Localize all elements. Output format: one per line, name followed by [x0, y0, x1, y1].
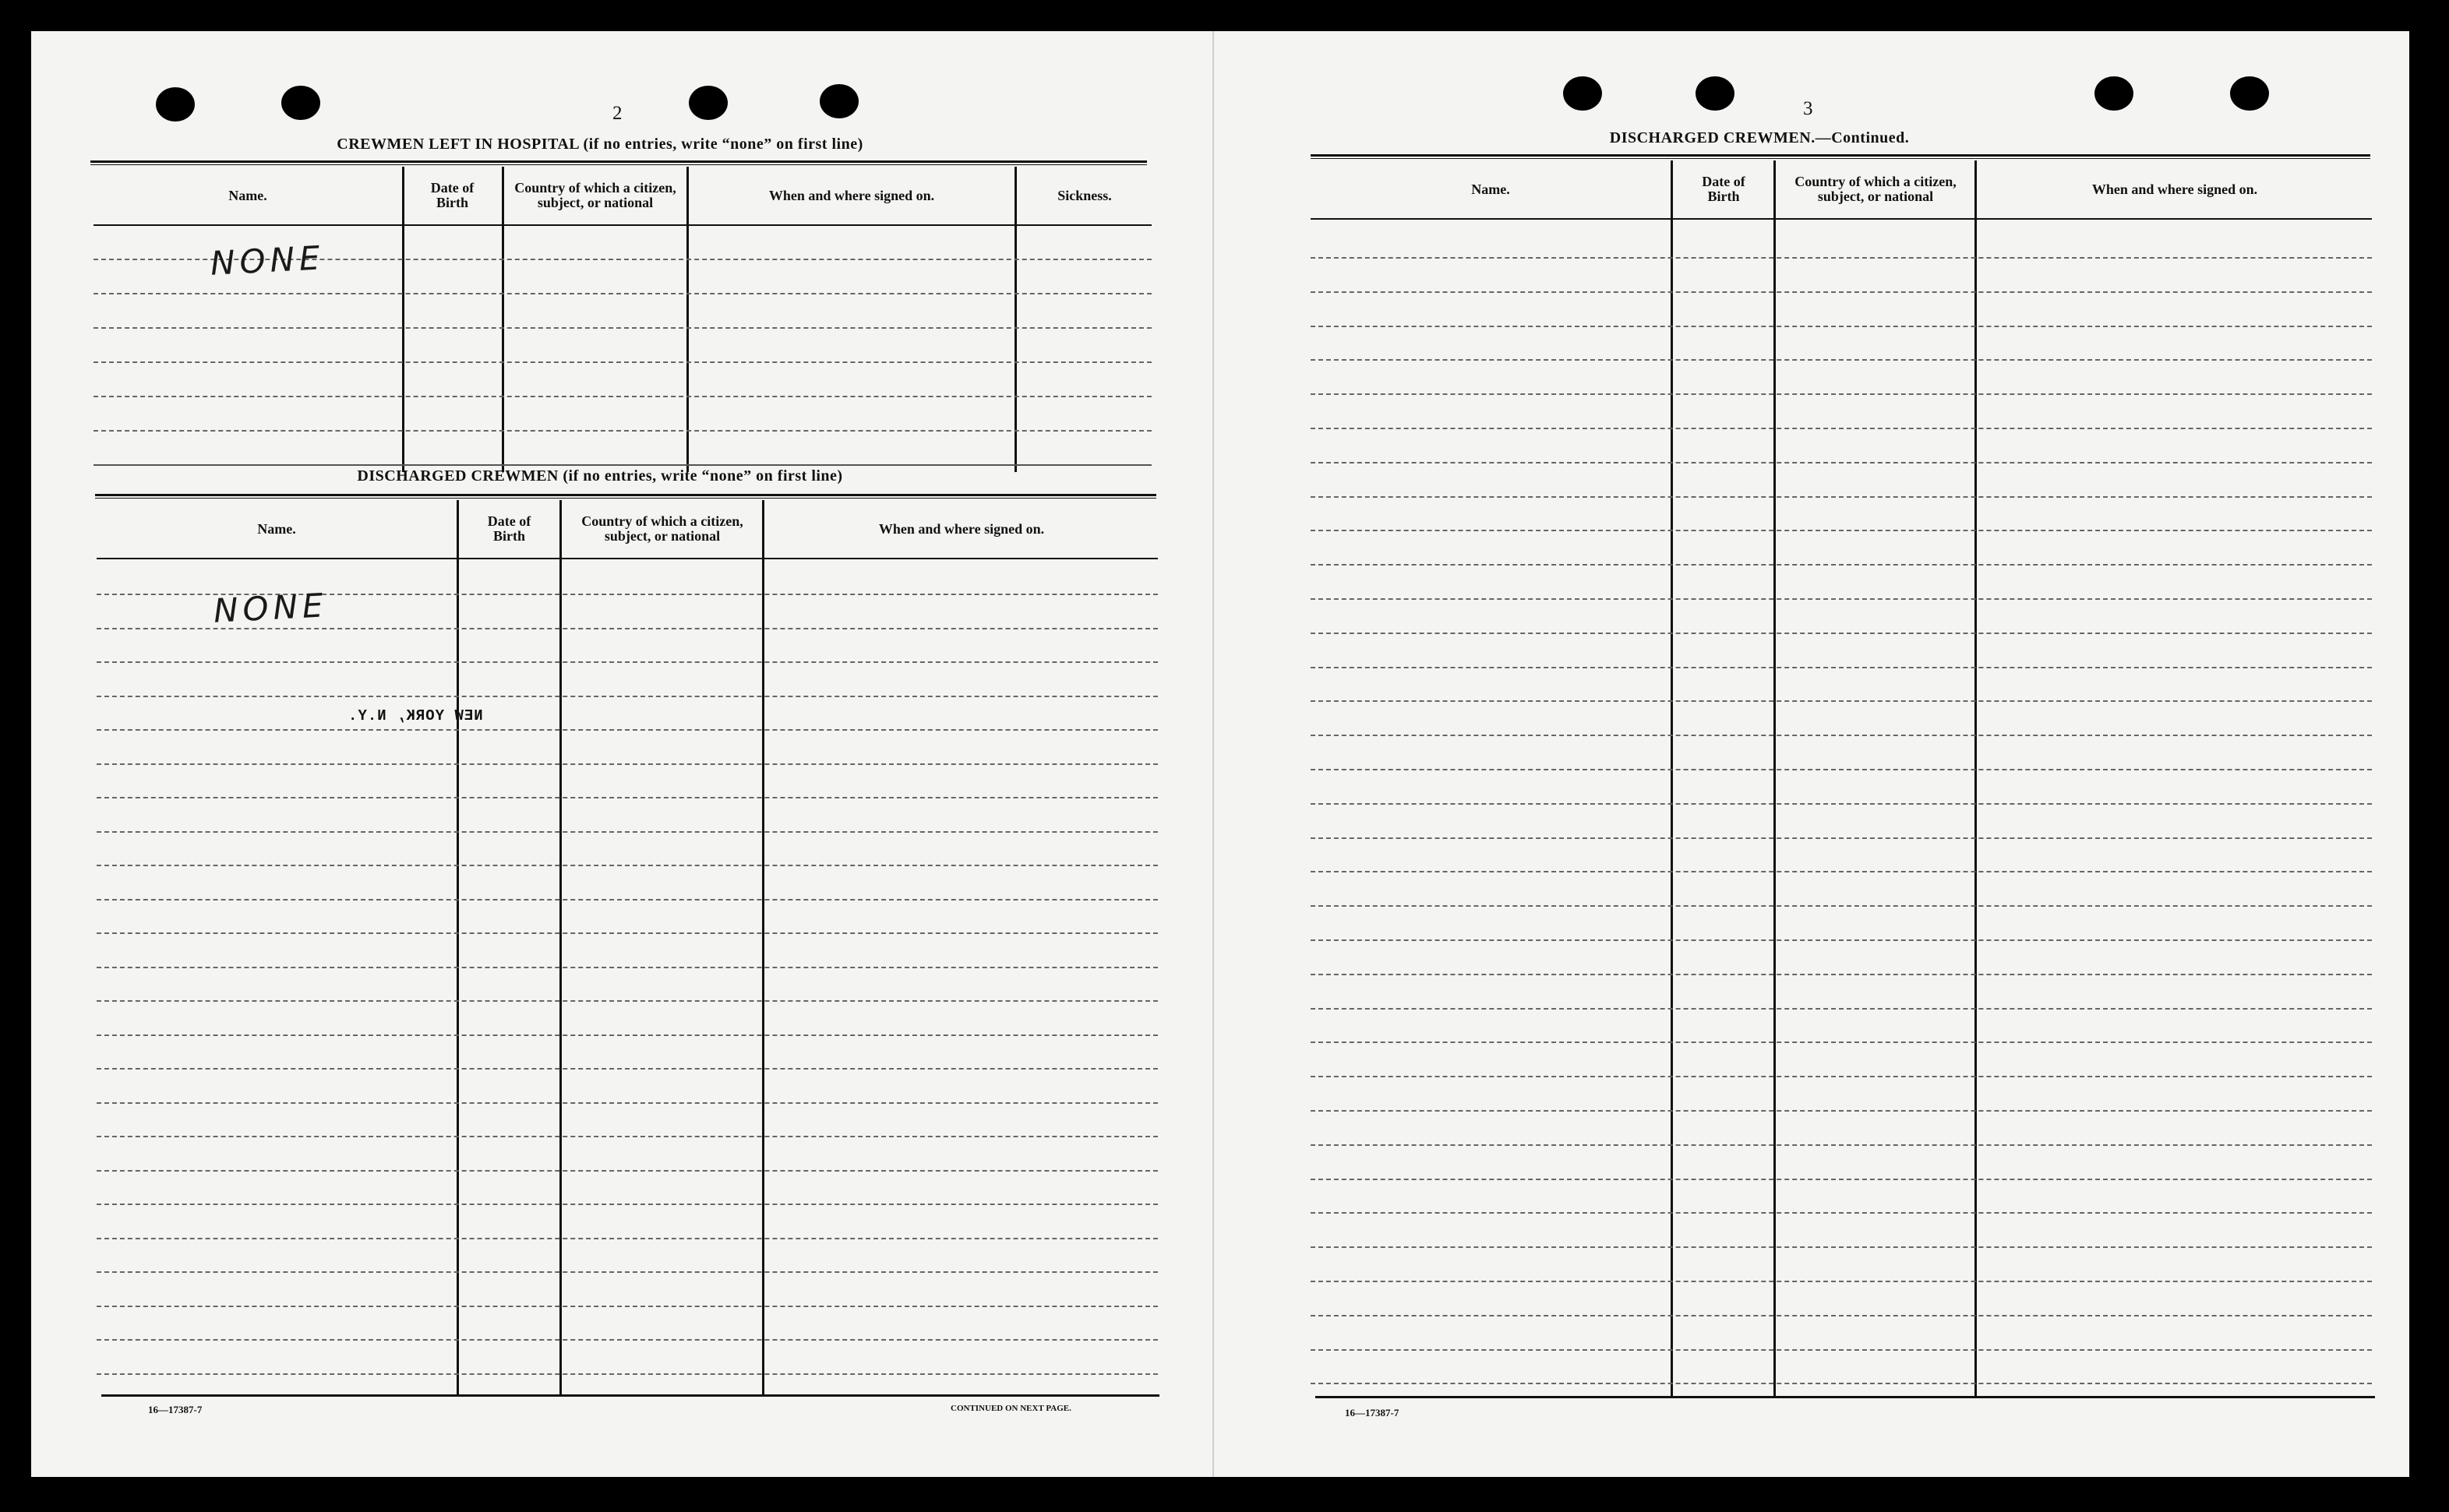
table-row	[1311, 871, 2372, 872]
section-rule	[1311, 154, 2370, 159]
col-signed-on-header: When and where signed on.	[2091, 181, 2258, 197]
discharged-table-header	[97, 500, 1158, 559]
document-sheet	[31, 31, 2409, 1477]
table-row	[97, 1170, 1158, 1172]
table-row	[97, 1238, 1158, 1239]
table-row	[97, 1373, 1158, 1375]
col-dob-header: Date of Birth	[487, 513, 531, 544]
discharged-handwritten-entry: NONE	[212, 586, 329, 630]
table-row	[97, 1204, 1158, 1205]
table-row	[1311, 700, 2372, 702]
table-row	[97, 1102, 1158, 1104]
hospital-section-title: CREWMEN LEFT IN HOSPITAL (if no entries, write “none” on first line)	[337, 136, 863, 153]
table-row	[1311, 428, 2372, 429]
table-row	[94, 464, 1152, 466]
table-row	[97, 763, 1158, 765]
table-row	[97, 729, 1158, 731]
right-page	[1212, 31, 2411, 1477]
table-row	[97, 1034, 1158, 1036]
table-row	[1311, 393, 2372, 395]
table-row	[1311, 291, 2372, 293]
discharged-continued-table	[1311, 160, 2372, 1396]
table-row	[94, 396, 1152, 397]
table-row	[1311, 1041, 2372, 1043]
table-row	[1311, 359, 2372, 361]
table-row	[97, 1271, 1158, 1273]
table-row	[97, 831, 1158, 833]
table-row	[94, 327, 1152, 329]
table-row	[1311, 462, 2372, 463]
table-row	[1311, 1281, 2372, 1282]
table-row	[97, 932, 1158, 934]
punch-hole-2	[281, 86, 320, 120]
punch-hole-3	[689, 86, 728, 120]
table-row	[1311, 803, 2372, 805]
table-row	[97, 865, 1158, 866]
discharged-section-title: DISCHARGED CREWMEN (if no entries, write “none” on first line)	[357, 467, 843, 485]
punch-hole-6	[1696, 76, 1734, 111]
col-country-header: Country of which a citizen, subject, or national	[581, 513, 743, 544]
hospital-handwritten-entry: NONE	[209, 238, 326, 283]
table-row	[1311, 598, 2372, 600]
table-row	[1311, 496, 2372, 498]
table-row	[94, 293, 1152, 294]
col-name-header: Name.	[228, 187, 267, 203]
table-row	[1311, 1179, 2372, 1180]
table-row	[1311, 257, 2372, 259]
table-row	[1311, 837, 2372, 839]
table-row	[1311, 633, 2372, 634]
table-row	[1311, 939, 2372, 941]
table-row	[1311, 769, 2372, 770]
table-row	[1311, 974, 2372, 975]
continued-note: CONTINUED ON NEXT PAGE.	[951, 1404, 1071, 1413]
table-row	[1311, 1246, 2372, 1248]
col-signed-on-header: When and where signed on.	[878, 520, 1045, 537]
hospital-table	[94, 167, 1152, 472]
table-row	[97, 1000, 1158, 1002]
table-row	[1311, 667, 2372, 668]
table-row	[1311, 530, 2372, 531]
page-number: 2	[612, 103, 623, 124]
punch-hole-1	[156, 87, 195, 122]
table-row	[1311, 905, 2372, 907]
col-dob-header: Date of Birth	[430, 180, 475, 210]
table-row	[1311, 1110, 2372, 1112]
table-row	[97, 899, 1158, 901]
col-dob-header: Date of Birth	[1702, 174, 1745, 204]
form-number: 16—17387-7	[1345, 1407, 1399, 1419]
table-row	[1311, 326, 2372, 327]
table-row	[1311, 564, 2372, 566]
table-row	[97, 967, 1158, 968]
table-row	[1311, 1349, 2372, 1351]
punch-hole-4	[820, 84, 859, 118]
col-signed-on-header: When and where signed on.	[768, 187, 935, 203]
bleed-through-text: NEW YORK, N.Y.	[348, 707, 483, 724]
col-country-header: Country of which a citizen, subject, or national	[1794, 174, 1957, 204]
section-title: DISCHARGED CREWMEN.—Continued.	[1609, 129, 1910, 146]
table-row	[97, 1306, 1158, 1307]
table-row	[97, 1068, 1158, 1070]
table-row	[97, 797, 1158, 798]
punch-hole-5	[1563, 76, 1602, 111]
discharged-table	[97, 500, 1158, 1396]
table-row	[94, 430, 1152, 432]
table-row	[1311, 1212, 2372, 1214]
punch-hole-7	[2094, 76, 2133, 111]
hospital-section-rule	[90, 160, 1147, 165]
form-number: 16—17387-7	[148, 1404, 203, 1415]
col-country-header: Country of which a citizen, subject, or national	[514, 180, 676, 210]
hospital-table-header	[94, 167, 1152, 226]
table-row	[97, 1339, 1158, 1341]
table-row	[1311, 735, 2372, 736]
discharged-section-rule	[95, 494, 1156, 499]
table-row	[94, 361, 1152, 363]
table-row	[97, 661, 1158, 663]
table-row	[97, 1136, 1158, 1137]
table-header	[1311, 160, 2372, 220]
table-row	[1311, 1144, 2372, 1146]
left-page	[31, 31, 1212, 1477]
table-row	[1311, 1383, 2372, 1384]
col-name-header: Name.	[1471, 181, 1510, 197]
table-row	[97, 696, 1158, 697]
col-sickness-header: Sickness.	[1057, 187, 1112, 203]
punch-hole-8	[2230, 76, 2269, 111]
table-bottom-rule	[1315, 1396, 2375, 1398]
page-number: 3	[1803, 98, 1813, 119]
table-row	[1311, 1008, 2372, 1010]
col-name-header: Name.	[257, 520, 296, 537]
discharged-bottom-rule	[101, 1394, 1159, 1397]
table-row	[1311, 1076, 2372, 1077]
table-row	[1311, 1315, 2372, 1316]
